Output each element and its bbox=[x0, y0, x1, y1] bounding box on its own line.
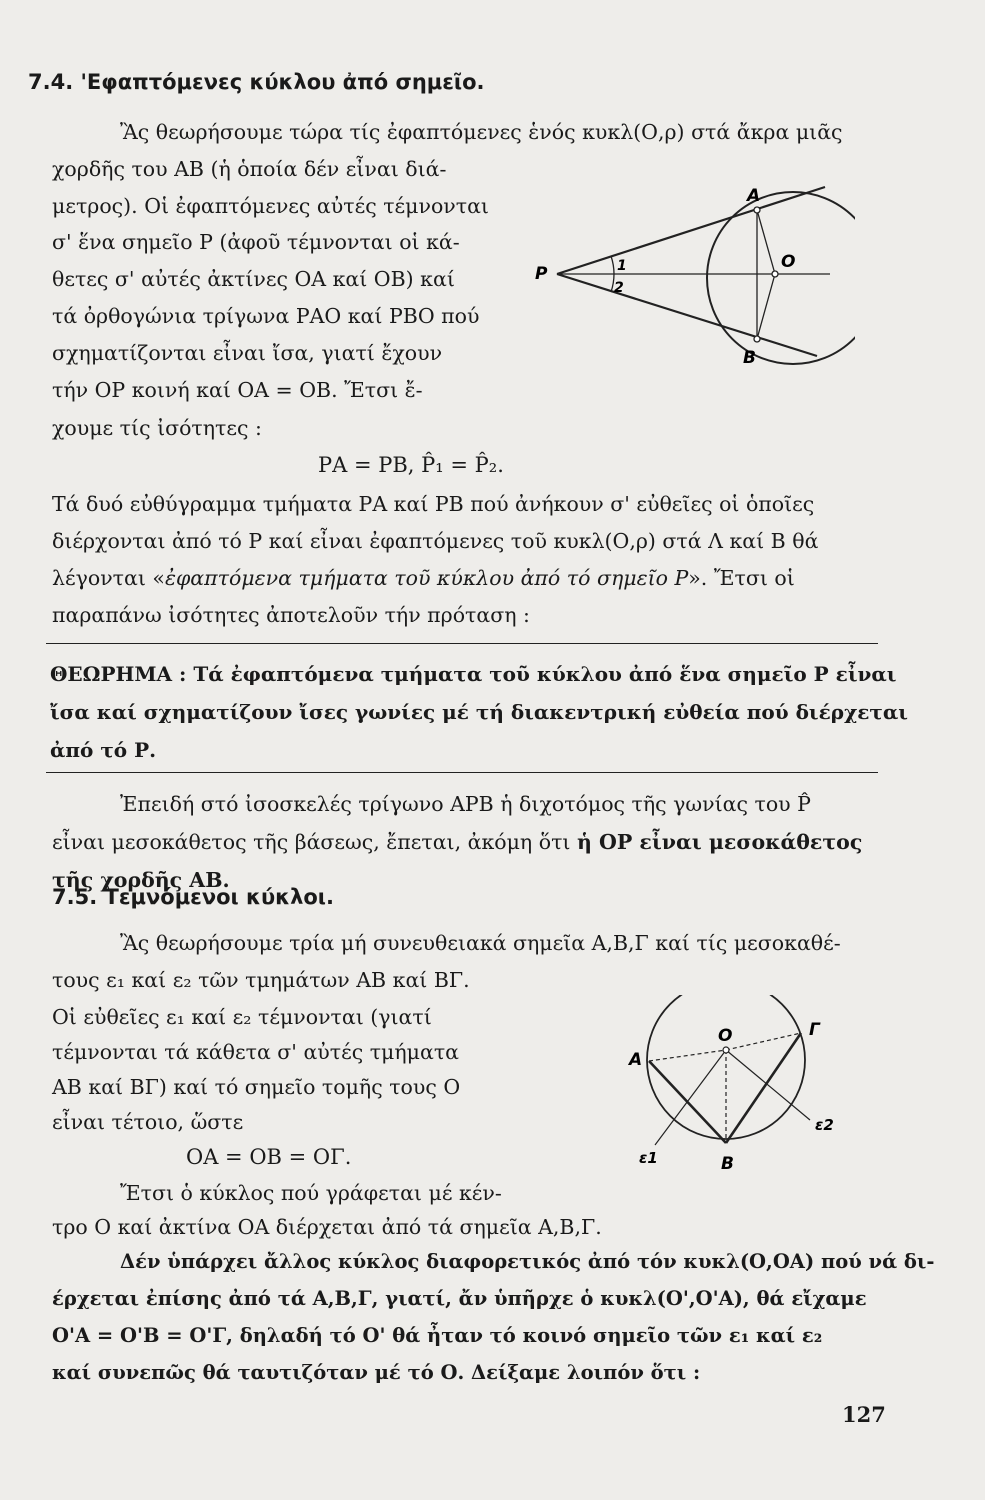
label-o: O bbox=[718, 1026, 733, 1046]
point-o bbox=[723, 1047, 729, 1053]
label-b: B bbox=[743, 348, 756, 365]
text-fragment: λέγονται « bbox=[52, 566, 165, 590]
label-b: B bbox=[721, 1154, 734, 1174]
para-line: Τά δυό εὐθύγραμμα τμήματα ΡΑ καί ΡΒ πού ἀνήκουν σ' εὐθεῖες οἱ ὁποῖες bbox=[52, 492, 815, 516]
tangent-pb bbox=[557, 274, 817, 356]
para-line: Ἂς θεωρήσουμε τώρα τίς ἐφαπτόμενες ἑνός κυκλ(Ο,ρ) στά ἄκρα μιᾶς bbox=[120, 120, 843, 144]
para-line: χορδῆς του ΑΒ (ἡ ὁποία δέν εἶναι διά- bbox=[52, 157, 447, 181]
para-line: τήν ΟΡ κοινή καί ΟΑ = ΟΒ. Ἔτσι ἔ- bbox=[52, 378, 423, 402]
point-b bbox=[754, 336, 760, 342]
para-line: εἶναι τέτοιο, ὥστε bbox=[52, 1110, 244, 1134]
para-line: Ἔτσι ὁ κύκλος πού γράφεται μέ κέν- bbox=[120, 1181, 502, 1205]
para-line: τά ὀρθογώνια τρίγωνα ΡΑΟ καί ΡΒΟ πού bbox=[52, 304, 480, 328]
section-7-5-heading: 7.5. Τεμνόμενοι κύκλοι. bbox=[52, 885, 334, 909]
radius-ob bbox=[757, 274, 775, 339]
theorem-top-rule bbox=[46, 643, 878, 644]
theorem-line: ΘΕΩΡΗΜΑ : Τά ἐφαπτόμενα τμήματα τοῦ κύκλου ἀπό ἕνα σημεῖο Ρ εἶναι bbox=[50, 662, 897, 686]
label-e1: ε1 bbox=[639, 1149, 658, 1167]
tangents-figure bbox=[525, 175, 855, 365]
theorem-bottom-rule bbox=[46, 772, 878, 773]
para-line: θετες σ' αὐτές ἀκτίνες ΟΑ καί ΟΒ) καί bbox=[52, 267, 455, 291]
para-line: ΑΒ καί ΒΓ) καί τό σημεῖο τομῆς τους Ο bbox=[52, 1075, 461, 1099]
para-line: Οἱ εὐθεῖες ε₁ καί ε₂ τέμνονται (γιατί bbox=[52, 1005, 432, 1029]
bold-para-line: Ο'Α = Ο'Β = Ο'Γ, δηλαδή τό Ο' θά ἦταν τό κοινό σημεῖο τῶν ε₁ καί ε₂ bbox=[52, 1324, 823, 1347]
text-fragment: εἶναι μεσοκάθετος τῆς βάσεως, ἔπεται, ἀκόμη ὅτι bbox=[52, 830, 577, 854]
radius-oa bbox=[649, 1050, 726, 1061]
bold-para-line: έρχεται ἐπίσης ἀπό τά Α,Β,Γ, γιατί, ἄν ὑπῆρχε ὁ κυκλ(Ο',Ο'Α), θά εἴχαμε bbox=[52, 1287, 867, 1310]
para-line-termed bbox=[52, 568, 795, 589]
para-line: χουμε τίς ἰσότητες : bbox=[52, 416, 262, 440]
theorem-line: ἴσα καί σχηματίζουν ἴσες γωνίες μέ τή διακεντρική εὐθεία πού διέρχεται bbox=[50, 700, 908, 724]
label-g: Γ bbox=[809, 1020, 820, 1040]
label-angle-1: 1 bbox=[617, 258, 627, 274]
equality-oa-ob-og: ΟΑ = ΟΒ = ΟΓ. bbox=[186, 1145, 352, 1169]
label-a: A bbox=[629, 1050, 643, 1070]
para-line: μετρος). Οἱ ἐφαπτόμενες αὐτές τέμνονται bbox=[52, 194, 489, 218]
para-line: Ἐπειδή στό ἰσοσκελές τρίγωνο ΑΡΒ ἡ διχοτόμος τῆς γωνίας του P̂ bbox=[120, 792, 811, 816]
label-p: P bbox=[535, 264, 548, 284]
label-e2: ε2 bbox=[815, 1116, 834, 1134]
para-line: σ' ἕνα σημεῖο Ρ (ἀφοῦ τέμνονται οἱ κά- bbox=[52, 230, 460, 254]
circumcircle-figure bbox=[605, 995, 855, 1185]
point-a bbox=[754, 207, 760, 213]
point-o bbox=[772, 271, 778, 277]
theorem-line: ἀπό τό Ρ. bbox=[50, 738, 157, 762]
equalities: ΡΑ = ΡΒ, P̂₁ = P̂₂. bbox=[318, 453, 504, 477]
bold-fragment: ἡ ΟΡ εἶναι μεσοκάθετος bbox=[576, 830, 863, 854]
section-7-4-heading: 7.4. 'Εφαπτόμενες κύκλου ἀπό σημεῖο. bbox=[28, 70, 485, 94]
radius-oa bbox=[757, 210, 775, 274]
bold-para-line: Δέν ὑπάρχει ἄλλος κύκλος διαφορετικός ἀπό τόν κυκλ(Ο,ΟΑ) πού νά δι- bbox=[120, 1250, 935, 1273]
page-number: 127 bbox=[842, 1402, 886, 1427]
para-line: τέμνονται τά κάθετα σ' αὐτές τμήματα bbox=[52, 1040, 460, 1064]
label-angle-2: 2 bbox=[614, 280, 624, 296]
text-fragment: ». Ἔτσι οἱ bbox=[688, 566, 795, 590]
bold-para-line: καί συνεπῶς θά ταυτιζόταν μέ τό Ο. Δείξαμε λοιπόν ὅτι : bbox=[52, 1361, 701, 1384]
italic-term: ἐφαπτόμενα τμήματα τοῦ κύκλου ἀπό τό σημεῖο Ρ bbox=[164, 566, 689, 590]
para-line: Ἂς θεωρήσουμε τρία μή συνευθειακά σημεῖα Α,Β,Γ καί τίς μεσοκαθέ- bbox=[120, 931, 841, 955]
para-line: τους ε₁ καί ε₂ τῶν τμημάτων ΑΒ καί ΒΓ. bbox=[52, 968, 470, 992]
bisector-e2 bbox=[726, 1050, 810, 1120]
label-o: O bbox=[781, 252, 796, 272]
para-line: διέρχονται ἀπό τό Ρ καί εἶναι ἐφαπτόμενες τοῦ κυκλ(Ο,ρ) στά Λ καί Β θά bbox=[52, 529, 819, 553]
para-line: τῆς χορδῆς ΑΒ. bbox=[52, 868, 230, 892]
label-a: A bbox=[747, 186, 761, 206]
para-line: παραπάνω ἰσότητες ἀποτελοῦν τήν πρόταση : bbox=[52, 603, 530, 627]
segment-bg bbox=[726, 1033, 801, 1143]
para-line: σχηματίζονται εἶναι ἴσα, γιατί ἔχουν bbox=[52, 341, 443, 365]
para-line bbox=[52, 832, 862, 853]
para-line: τρο Ο καί ἀκτίνα ΟΑ διέρχεται ἀπό τά σημεῖα Α,Β,Γ. bbox=[52, 1215, 602, 1239]
